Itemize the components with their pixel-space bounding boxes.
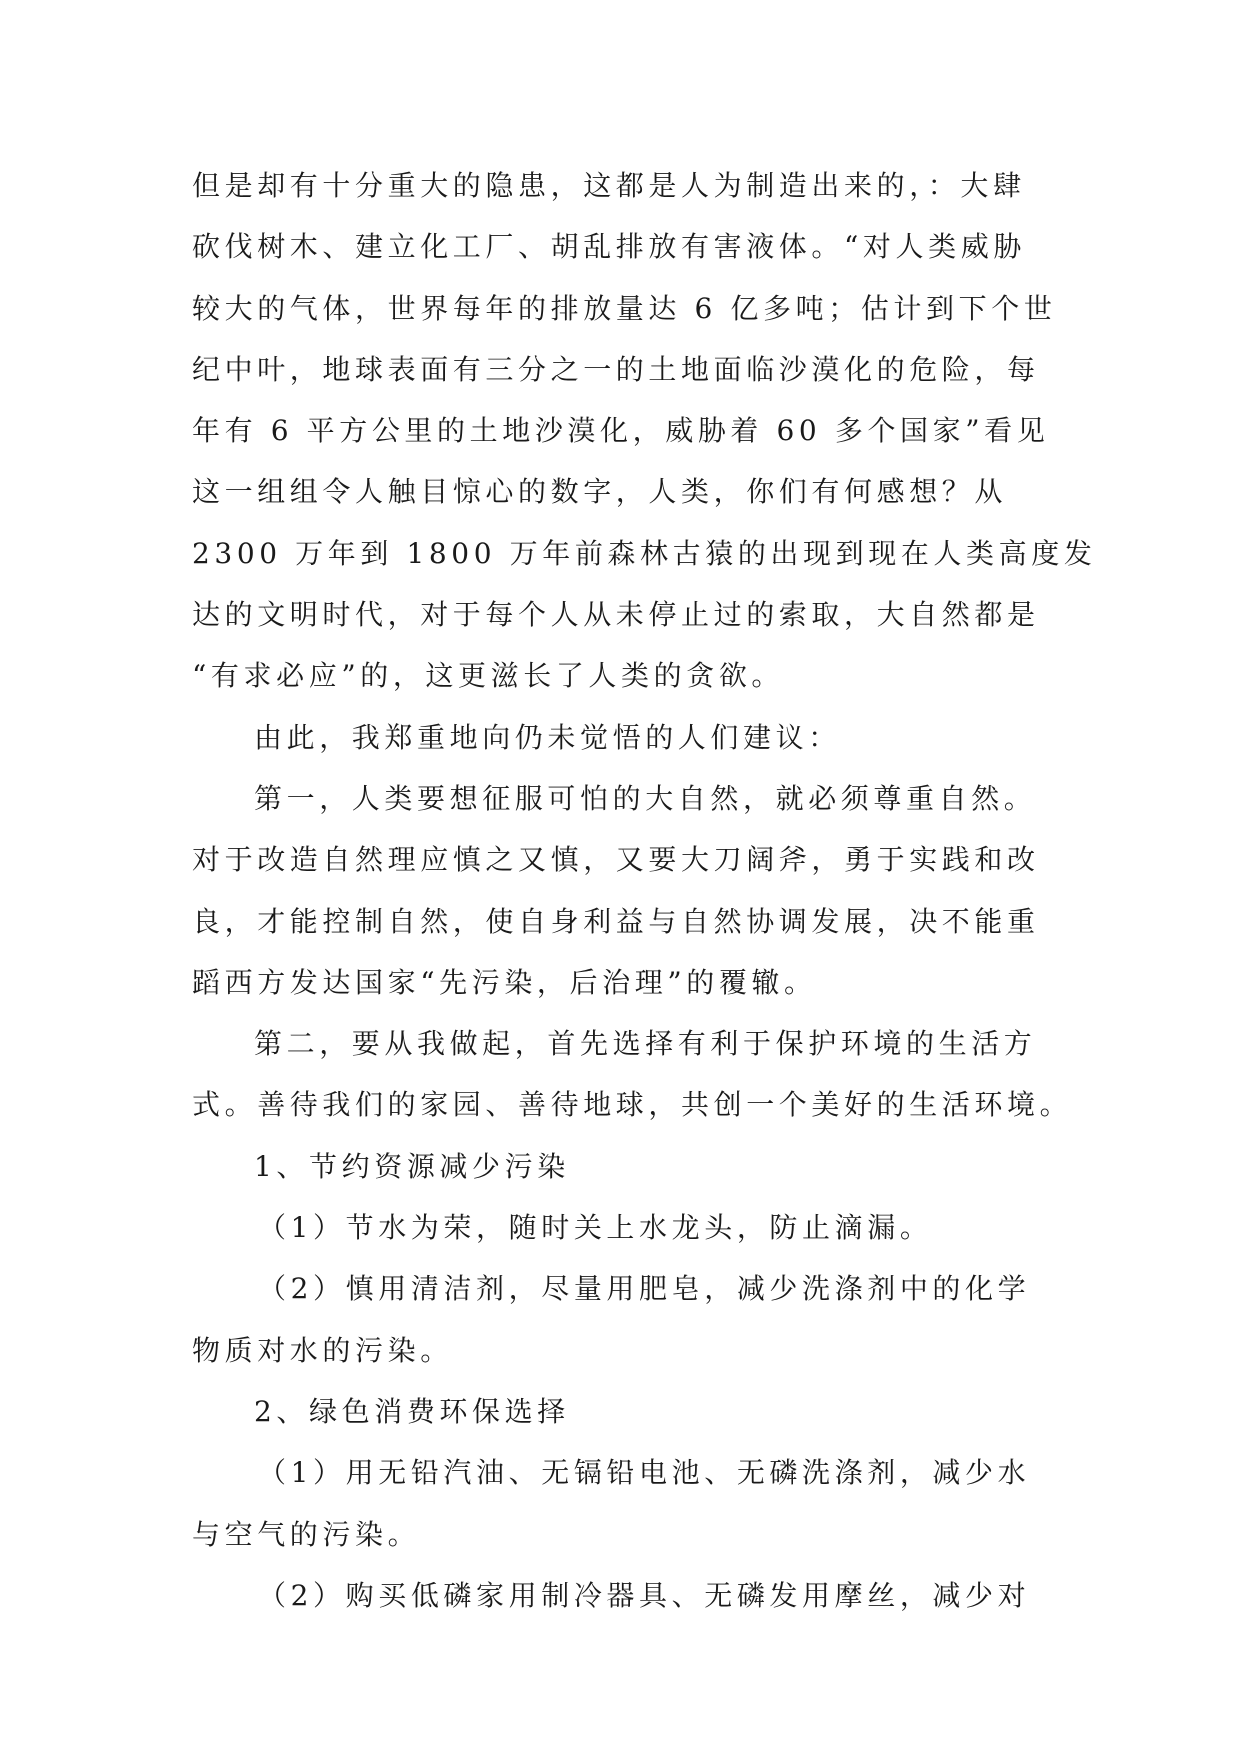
text-line: 对于改造自然理应慎之又慎，又要大刀阔斧，勇于实践和改 [192, 843, 1040, 877]
text-line: 砍伐树木、建立化工厂、胡乱排放有害液体。“对人类威胁 [192, 230, 1026, 264]
body-text [192, 155, 1097, 1626]
text-line: 蹈西方发达国家“先污染，后治理”的覆辙。 [192, 965, 817, 999]
list-item: （2）慎用清洁剂，尽量用肥皂，减少洗涤剂中的化学 [258, 1272, 1031, 1306]
list-item: （2）购买低磷家用制冷器具、无磷发用摩丝，减少对 [258, 1578, 1031, 1612]
paragraph-start-line: 第一，人类要想征服可怕的大自然，就必须尊重自然。 [254, 781, 1037, 815]
list-item: （1）节水为荣，随时关上水龙头，防止滴漏。 [258, 1211, 933, 1245]
paragraph-start-line: 第二，要从我做起，首先选择有利于保护环境的生活方 [254, 1027, 1037, 1061]
paragraph-start-line: 由此，我郑重地向仍未觉悟的人们建议： [254, 720, 841, 754]
text-line: 这一组组令人触目惊心的数字，人类，你们有何感想？从 [192, 475, 1008, 509]
text-line: 纪中叶，地球表面有三分之一的土地面临沙漠化的危险，每 [192, 352, 1040, 386]
text-line: 2300 万年到 1800 万年前森林古猿的出现到现在人类高度发 [192, 536, 1097, 570]
list-heading: 1、节约资源减少污染 [254, 1149, 570, 1183]
text-line: 良，才能控制自然，使自身利益与自然协调发展，决不能重 [192, 904, 1040, 938]
text-line: 物质对水的污染。 [192, 1333, 453, 1367]
text-line: 式。善待我们的家园、善待地球，共创一个美好的生活环境。 [192, 1088, 1073, 1122]
list-item: （1）用无铅汽油、无镉铅电池、无磷洗涤剂，减少水 [258, 1456, 1031, 1490]
text-line: 达的文明时代，对于每个人从未停止过的索取，大自然都是 [192, 598, 1040, 632]
text-line: “有求必应”的，这更滋长了人类的贪欲。 [192, 659, 785, 693]
list-heading: 2、绿色消费环保选择 [254, 1394, 570, 1428]
text-line: 较大的气体，世界每年的排放量达 6 亿多吨；估计到下个世 [192, 291, 1057, 325]
text-line: 但是却有十分重大的隐患，这都是人为制造出来的，：大肆 [192, 169, 1026, 202]
text-line: 年有 6 平方公里的土地沙漠化，威胁着 60 多个国家”看见 [192, 414, 1050, 448]
text-line: 与空气的污染。 [192, 1517, 421, 1551]
